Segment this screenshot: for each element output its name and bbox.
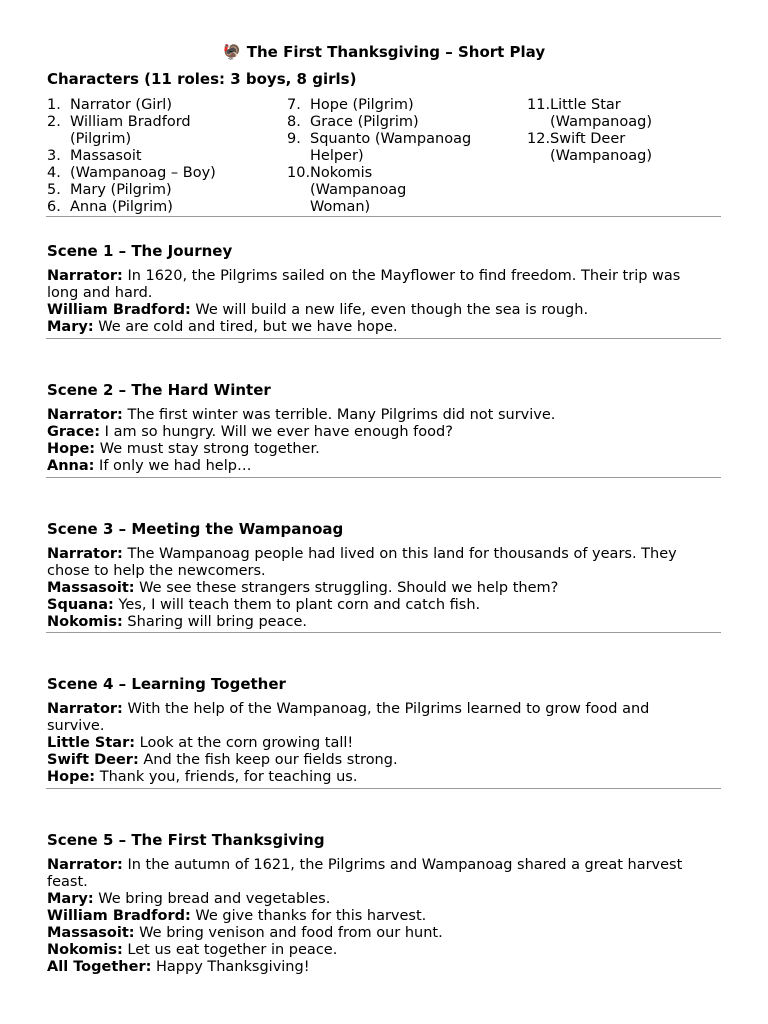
speaker-name: Mary: [47, 319, 94, 335]
speaker-name: Narrator: [47, 546, 123, 562]
speaker-name: William Bradford: [47, 908, 191, 924]
script-line: Squana: Yes, I will teach them to plant corn and catch fish. [47, 597, 481, 613]
scene-heading: Scene 5 – The First Thanksgiving [47, 831, 325, 849]
speaker-name: All Together: [47, 959, 152, 975]
character-item: 1. Narrator (Girl) [47, 97, 172, 113]
play-title: 🦃 The First Thanksgiving – Short Play [222, 43, 546, 61]
speaker-name: Grace: [47, 424, 101, 440]
speaker-name: William Bradford: [47, 302, 191, 318]
script-line: Little Star: Look at the corn growing tall! [47, 735, 354, 751]
divider [46, 338, 721, 339]
character-column-2 [287, 97, 517, 216]
script-line: Grace: I am so hungry. Will we ever have enough food? [47, 424, 453, 440]
scene-1 [47, 242, 727, 336]
script-line: William Bradford: We give thanks for this harvest. [47, 908, 427, 924]
character-item: 3. Massasoit [47, 148, 142, 164]
divider [46, 216, 721, 217]
script-line: Narrator: In the autumn of 1621, the Pilgrims and Wampanoag shared a great harvest feast. [47, 857, 683, 890]
script-line: Mary: We bring bread and vegetables. [47, 891, 331, 907]
speaker-name: Hope: [47, 769, 96, 785]
character-column-1 [47, 97, 277, 216]
speaker-name: Swift Deer: [47, 752, 139, 768]
script-line: Hope: Thank you, friends, for teaching us. [47, 769, 358, 785]
character-item: 4. (Wampanoag – Boy) [47, 165, 216, 181]
character-item: 8. Grace (Pilgrim) [287, 114, 419, 130]
scene-heading: Scene 1 – The Journey [47, 242, 233, 260]
speaker-name: Little Star: [47, 735, 136, 751]
character-item: 5. Mary (Pilgrim) [47, 182, 172, 198]
scene-4 [47, 675, 727, 786]
script-line: Nokomis: Sharing will bring peace. [47, 614, 307, 630]
speaker-name: Anna: [47, 458, 95, 474]
character-item: 2. William Bradford (Pilgrim) [47, 114, 191, 147]
character-item: 10. Nokomis (Wampanoag Woman) [287, 165, 407, 215]
script-line: All Together: Happy Thanksgiving! [47, 959, 310, 975]
scene-heading: Scene 4 – Learning Together [47, 675, 286, 693]
speaker-name: Narrator: [47, 268, 123, 284]
script-line: Narrator: The first winter was terrible. Many Pilgrims did not survive. [47, 407, 556, 423]
script-line: Narrator: With the help of the Wampanoag, the Pilgrims learned to grow food and survive. [47, 701, 650, 734]
speaker-name: Massasoit: [47, 925, 135, 941]
script-line: Mary: We are cold and tired, but we have hope. [47, 319, 398, 335]
divider [46, 788, 721, 789]
speaker-name: Nokomis: [47, 942, 123, 958]
script-line: Nokomis: Let us eat together in peace. [47, 942, 338, 958]
character-item: 12. Swift Deer (Wampanoag) [527, 131, 652, 164]
script-line: Massasoit: We see these strangers struggling. Should we help them? [47, 580, 559, 596]
characters-heading: Characters (11 roles: 3 boys, 8 girls) [47, 70, 357, 88]
character-column-3 [527, 97, 727, 165]
character-item: 11. Little Star (Wampanoag) [527, 97, 652, 130]
script-line: Narrator: The Wampanoag people had lived on this land for thousands of years. They chose to help the newcomers. [47, 546, 677, 579]
speaker-name: Mary: [47, 891, 94, 907]
character-item: 6. Anna (Pilgrim) [47, 199, 173, 215]
speaker-name: Narrator: [47, 407, 123, 423]
script-line: Narrator: In 1620, the Pilgrims sailed on the Mayflower to find freedom. Their trip was long and hard. [47, 268, 681, 301]
speaker-name: Squana: [47, 597, 114, 613]
script-line: Swift Deer: And the fish keep our fields strong. [47, 752, 398, 768]
speaker-name: Nokomis: [47, 614, 123, 630]
scene-heading: Scene 3 – Meeting the Wampanoag [47, 520, 344, 538]
speaker-name: Narrator: [47, 857, 123, 873]
speaker-name: Massasoit: [47, 580, 135, 596]
speaker-name: Narrator: [47, 701, 123, 717]
script-line: Hope: We must stay strong together. [47, 441, 320, 457]
divider [46, 477, 721, 478]
scene-2 [47, 381, 727, 475]
scene-3 [47, 520, 727, 631]
scene-heading: Scene 2 – The Hard Winter [47, 381, 271, 399]
script-line: William Bradford: We will build a new life, even though the sea is rough. [47, 302, 589, 318]
script-line: Anna: If only we had help… [47, 458, 252, 474]
divider [46, 632, 721, 633]
speaker-name: Hope: [47, 441, 96, 457]
character-item: 9. Squanto (Wampanoag Helper) [287, 131, 472, 164]
scene-5 [47, 831, 727, 976]
script-line: Massasoit: We bring venison and food from our hunt. [47, 925, 443, 941]
character-item: 7. Hope (Pilgrim) [287, 97, 414, 113]
